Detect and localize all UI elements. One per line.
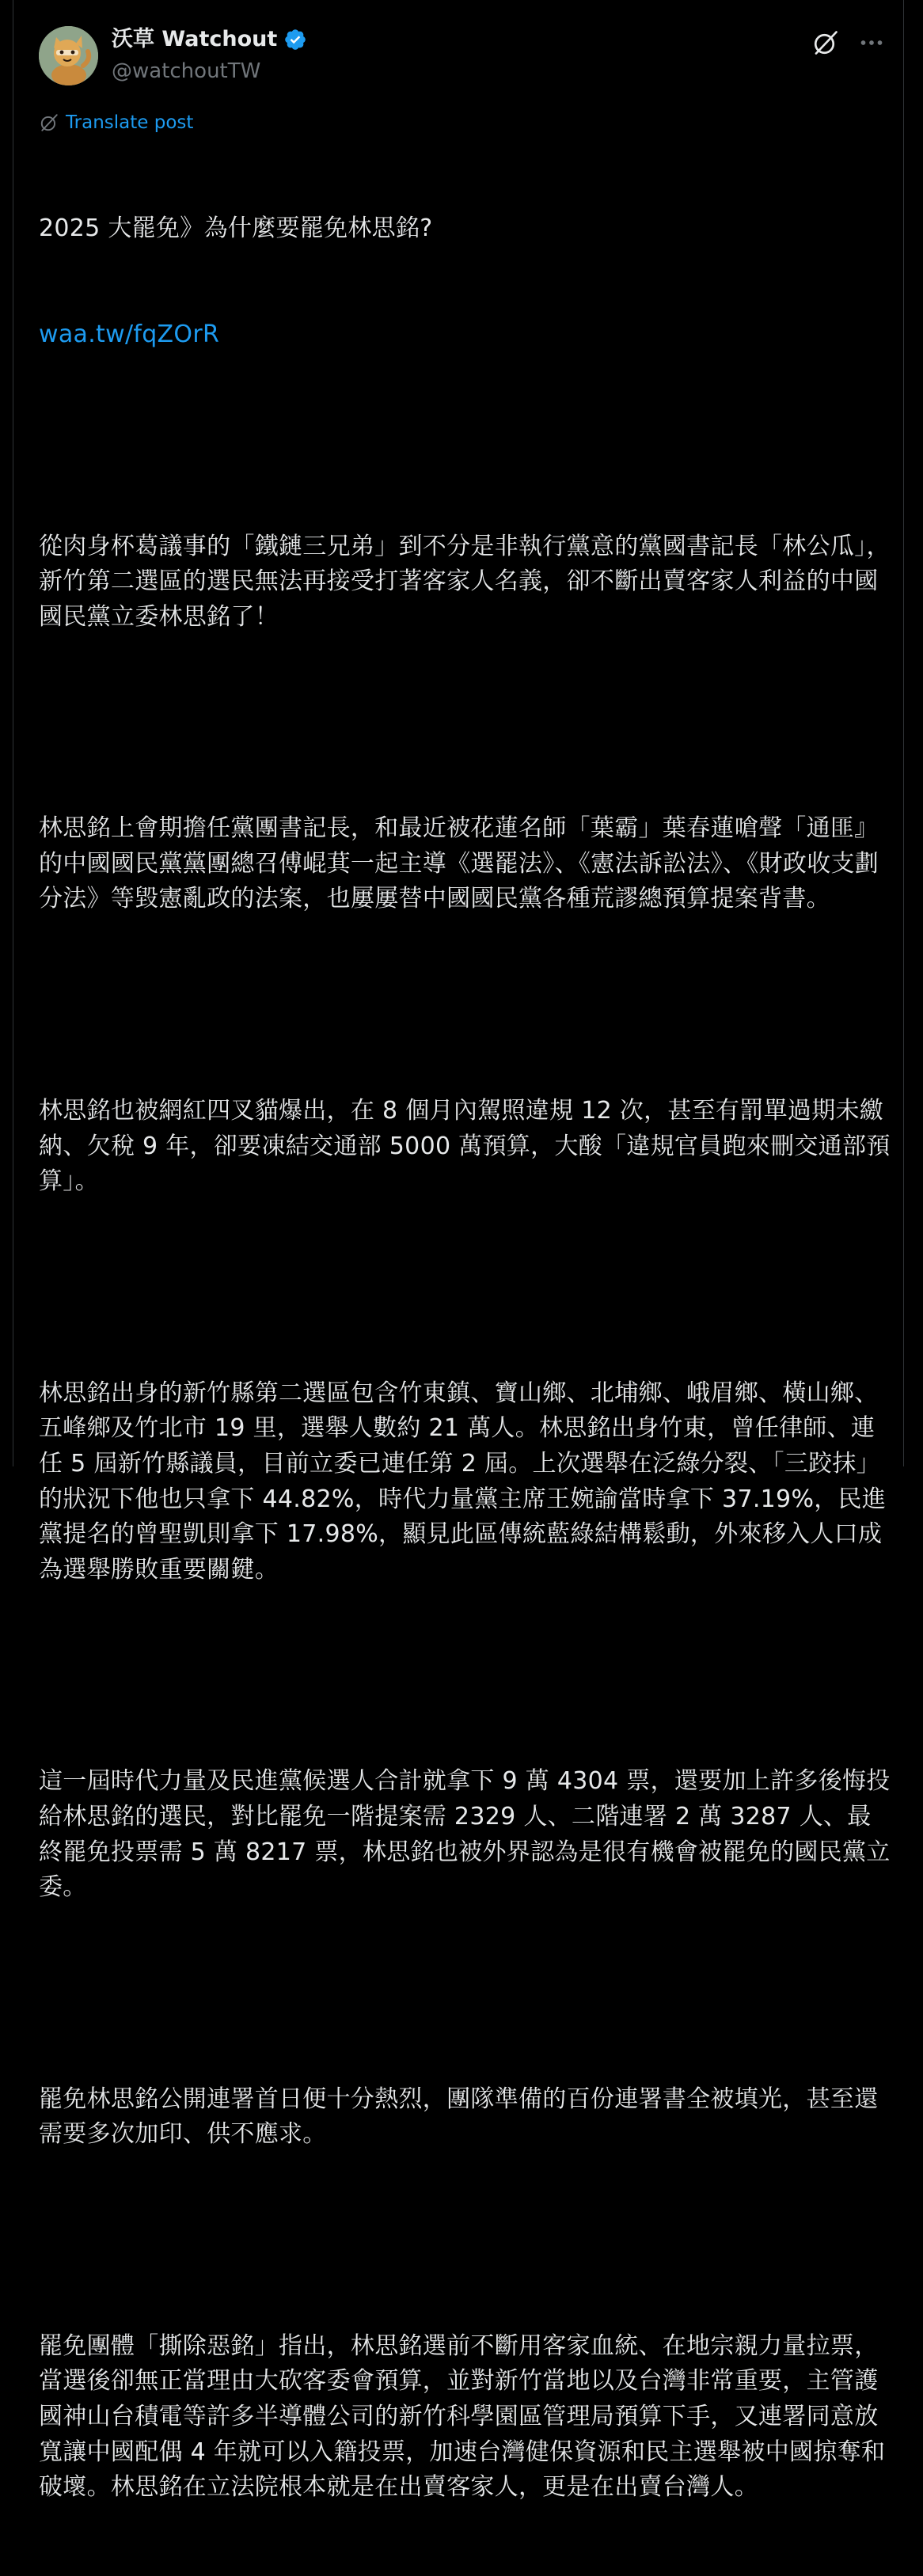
post-title-line: 2025 大罷免》為什麼要罷免林思銘? (39, 214, 433, 243)
paragraph-2: 林思銘上會期擔任黨團書記長，和最近被花蓮名師「葉霸」葉春蓮嗆聲「通匪』的中國國民黨黨團總召傅崐萁一起主導《選罷法》、《憲法訴訟法》、《財政收支劃分法》等毀憲亂政的法案，也屢屢替中國國民黨各種荒謬總預算提案背書。 (39, 814, 879, 913)
post-container (13, 0, 904, 2502)
paragraph-spacer (39, 1659, 894, 1694)
grok-icon[interactable] (811, 28, 840, 57)
paragraph-1: 從肉身杯葛議事的「鐵鏈三兄弟」到不分是非執行黨意的黨國書記長「林公瓜」，新竹第二選區的選民無法再接受打著客家人名義，卻不斷出賣客家人利益的中國國民黨立委林思銘了！ (39, 532, 891, 631)
translate-icon (39, 112, 59, 133)
paragraph-6: 罷免林思銘公開連署首日便十分熱烈，團隊準備的百份連署書全被填光，甚至還需要多次加印、供不應求。 (39, 2085, 879, 2149)
author-display-name-text[interactable]: 沃草 Watchout (112, 27, 278, 51)
author-display-name[interactable] (112, 25, 307, 54)
paragraph-spacer (39, 988, 894, 1023)
author-names (112, 25, 307, 85)
more-dots-icon[interactable] (857, 28, 886, 57)
paragraph-spacer (39, 1270, 894, 1306)
avatar[interactable] (39, 26, 98, 85)
paragraph-spacer (39, 2223, 894, 2259)
paragraph-7: 罷免團體「撕除惡銘」指出，林思銘選前不斷用客家血統、在地宗親力量拉票，當選後卻無正當理由大砍客委會預算，並對新竹當地以及台灣非常重要，主管護國神山台積電等許多半導體公司的新竹科學園區管理局預算下手，又連署同意放寬讓中國配偶 4 年就可以入籍投票，加速台灣健保資源和民主選舉被中國掠奪和破壞。林思銘在立法院根本就是在出賣客家人，更是在出賣台灣人。 (39, 2331, 886, 2502)
paragraph-5: 這一屆時代力量及民進黨候選人合計就拿下 9 萬 4304 票，還要加上許多後悔投給林思銘的選民，對比罷免一階提案需 2329 人、二階連署 2 萬 3287 人、最終罷免投票需 5 萬 8217 票，林思銘也被外界認為是很有機會被罷免的國民黨立委。 (39, 1767, 891, 1902)
paragraph-spacer (39, 706, 894, 742)
verified-badge-icon (283, 28, 307, 51)
translate-post-label[interactable]: Translate post (66, 112, 194, 133)
paragraph-spacer (39, 423, 894, 459)
paragraph-4: 林思銘出身的新竹縣第二選區包含竹東鎮、寶山鄉、北埔鄉、峨眉鄉、橫山鄉、五峰鄉及竹北市 19 里，選舉人數約 21 萬人。林思銘出身竹東，曾任律師、連任 5 屆新竹縣議員，目前立委已連任第 2 屆。上次選舉在泛綠分裂、「三跤抹」的狀況下他也只拿下 44.82%，時代力量黨主席王婉諭當時拿下 37.19%，民進黨提名的曾聖凱則拿下 17.98%，顯見此區傳統藍綠結構鬆動，外來移入人口成為選舉勝敗重要關鍵。 (39, 1379, 887, 1584)
author-handle[interactable]: @watchoutTW (112, 59, 261, 83)
post-link[interactable]: waa.tw/fqZOrR (39, 320, 220, 348)
translate-post-link[interactable] (39, 112, 193, 133)
post-header (39, 24, 886, 87)
paragraph-spacer (39, 1976, 894, 2012)
post-body (39, 141, 894, 2576)
avatar-mascot-icon (39, 26, 98, 85)
paragraph-3: 林思銘也被網紅四叉貓爆出，在 8 個月內駕照違規 12 次，甚至有罰單過期未繳納、欠稅 9 年，卻要凍結交通部 5000 萬預算，大酸「違規官員跑來刪交通部預算」。 (39, 1097, 891, 1196)
